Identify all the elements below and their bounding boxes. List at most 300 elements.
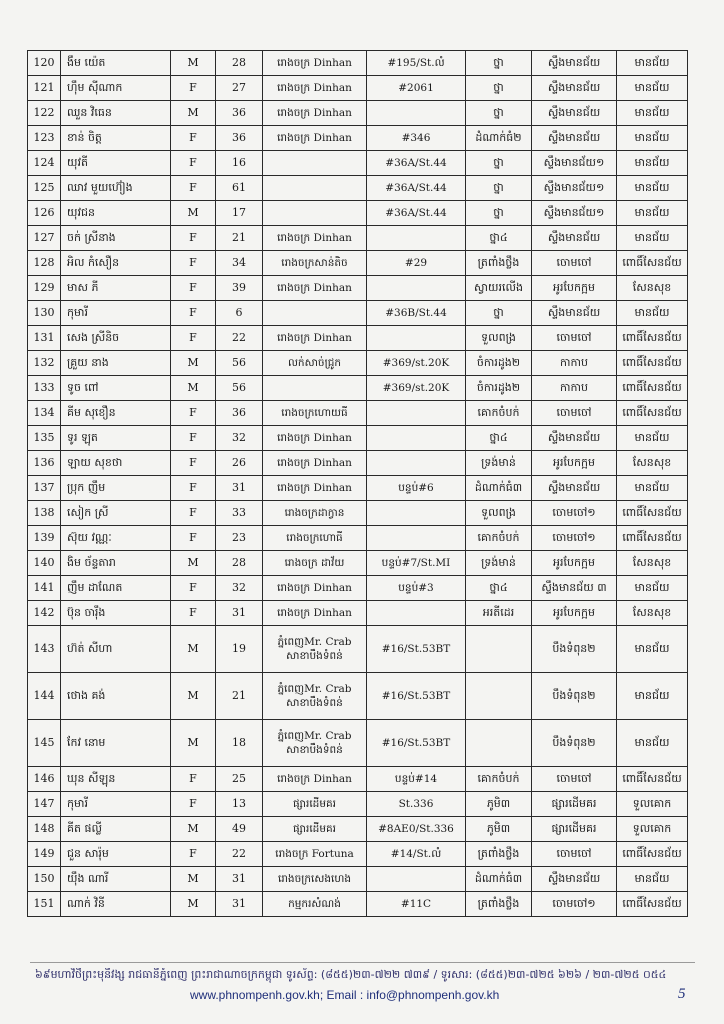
cell-village: ត្រពាំងថ្លឹង bbox=[466, 251, 532, 276]
cell-commune: បឹងទំពុន២ bbox=[532, 720, 617, 767]
cell-district: មានជ័យ bbox=[617, 673, 688, 720]
cell-workplace: រោងចក្រ Fortuna bbox=[263, 842, 367, 867]
cell-name: យុវតី bbox=[61, 151, 171, 176]
cell-district: ពោធិ៍សែនជ័យ bbox=[617, 526, 688, 551]
cell-number: 138 bbox=[28, 501, 61, 526]
cell-number: 137 bbox=[28, 476, 61, 501]
cell-district: មានជ័យ bbox=[617, 151, 688, 176]
cell-workplace: រោងចក្រ Dinhan bbox=[263, 601, 367, 626]
cell-commune: ស្ទឹងមានជ័យ bbox=[532, 76, 617, 101]
cell-sex: F bbox=[171, 451, 216, 476]
cell-house-number: St.336 bbox=[367, 792, 466, 817]
cell-sex: F bbox=[171, 226, 216, 251]
table-row bbox=[28, 376, 688, 401]
cell-district: មានជ័យ bbox=[617, 51, 688, 76]
cell-age: 13 bbox=[216, 792, 263, 817]
cell-name: កែវ នោម bbox=[61, 720, 171, 767]
table-row bbox=[28, 201, 688, 226]
cell-age: 56 bbox=[216, 351, 263, 376]
table-row bbox=[28, 276, 688, 301]
cell-workplace: រោងចក្រ Dinhan bbox=[263, 767, 367, 792]
cell-sex: F bbox=[171, 576, 216, 601]
cell-name: គីម សុខឿន bbox=[61, 401, 171, 426]
cell-house-number: #369/st.20K bbox=[367, 376, 466, 401]
cell-name: ហ៊ត់ សីហា bbox=[61, 626, 171, 673]
cell-commune: កាកាប bbox=[532, 376, 617, 401]
cell-workplace: រោងចក្រសេងហេង bbox=[263, 867, 367, 892]
cell-sex: M bbox=[171, 51, 216, 76]
cell-name: ញឹម ដាណែត bbox=[61, 576, 171, 601]
table-row bbox=[28, 451, 688, 476]
cell-district: មានជ័យ bbox=[617, 226, 688, 251]
cell-age: 16 bbox=[216, 151, 263, 176]
cell-number: 148 bbox=[28, 817, 61, 842]
cell-village: គោកចំបក់ bbox=[466, 526, 532, 551]
table-row bbox=[28, 126, 688, 151]
cell-commune: ផ្សារដើមគរ bbox=[532, 792, 617, 817]
cell-age: 49 bbox=[216, 817, 263, 842]
cell-number: 142 bbox=[28, 601, 61, 626]
cell-workplace bbox=[263, 151, 367, 176]
cell-house-number: #36A/St.44 bbox=[367, 151, 466, 176]
cell-name: ណាក់ វិនី bbox=[61, 892, 171, 917]
cell-district: សែនសុខ bbox=[617, 551, 688, 576]
table-row bbox=[28, 601, 688, 626]
cell-workplace: រោងចក្រ Dinhan bbox=[263, 476, 367, 501]
cell-commune: អូរបែកក្អម bbox=[532, 551, 617, 576]
cell-number: 143 bbox=[28, 626, 61, 673]
cell-house-number: #195/St.លំ bbox=[367, 51, 466, 76]
cell-number: 151 bbox=[28, 892, 61, 917]
cell-name: ស៊ុយ វណ្ណៈ bbox=[61, 526, 171, 551]
cell-name: អិល កំសឿន bbox=[61, 251, 171, 276]
cell-commune: ស្ទឹងមានជ័យ bbox=[532, 226, 617, 251]
cell-village: ទ្រង់មាន់ bbox=[466, 451, 532, 476]
cell-name: ឈួន វិធេន bbox=[61, 101, 171, 126]
cell-age: 36 bbox=[216, 401, 263, 426]
cell-age: 61 bbox=[216, 176, 263, 201]
cell-name: យុវជន bbox=[61, 201, 171, 226]
cell-district: ពោធិ៍សែនជ័យ bbox=[617, 892, 688, 917]
cell-number: 130 bbox=[28, 301, 61, 326]
cell-commune: ស្ទឹងមានជ័យ bbox=[532, 426, 617, 451]
cell-workplace: រោងចក្រ Dinhan bbox=[263, 276, 367, 301]
cell-village: ដំណាក់ធំ៣ bbox=[466, 867, 532, 892]
cell-house-number bbox=[367, 451, 466, 476]
cell-age: 28 bbox=[216, 551, 263, 576]
cell-workplace: រោងចក្រ Dinhan bbox=[263, 426, 367, 451]
cell-village: ត្រពាំងថ្លឹង bbox=[466, 842, 532, 867]
cell-number: 131 bbox=[28, 326, 61, 351]
records-table bbox=[27, 50, 688, 917]
table-row bbox=[28, 792, 688, 817]
cell-number: 120 bbox=[28, 51, 61, 76]
cell-commune: អូរបែកក្អម bbox=[532, 601, 617, 626]
cell-number: 125 bbox=[28, 176, 61, 201]
cell-district: ពោធិ៍សែនជ័យ bbox=[617, 326, 688, 351]
cell-workplace: រោងចក្រហោយធី bbox=[263, 401, 367, 426]
cell-village: ថ្នា៤ bbox=[466, 576, 532, 601]
cell-number: 136 bbox=[28, 451, 61, 476]
cell-village bbox=[466, 626, 532, 673]
cell-age: 25 bbox=[216, 767, 263, 792]
cell-village: ភូមិ៣ bbox=[466, 792, 532, 817]
cell-village: ទួលពង្រ bbox=[466, 326, 532, 351]
table-row bbox=[28, 251, 688, 276]
cell-workplace bbox=[263, 376, 367, 401]
cell-house-number bbox=[367, 226, 466, 251]
cell-house-number: #2061 bbox=[367, 76, 466, 101]
cell-number: 129 bbox=[28, 276, 61, 301]
cell-workplace bbox=[263, 301, 367, 326]
cell-number: 140 bbox=[28, 551, 61, 576]
cell-sex: F bbox=[171, 251, 216, 276]
cell-age: 23 bbox=[216, 526, 263, 551]
cell-sex: F bbox=[171, 126, 216, 151]
cell-district: មានជ័យ bbox=[617, 626, 688, 673]
footer-address: ៦៩មហាវិថីព្រះមុនីវង្ស រាជធានីភ្នំពេញ ព្រះរាជាណាចក្រកម្ពុជា ទូរស័ព្ទ: (៨៥៥)២៣-៧២២ ៧៣៩ / ទូរសារ: (៨៥៥)២៣-៧២៥ ៦២៦ / ២៣-៧២៥ ០៥៤ bbox=[35, 968, 667, 981]
cell-sex: F bbox=[171, 601, 216, 626]
cell-commune: ចោមចៅ១ bbox=[532, 892, 617, 917]
cell-sex: F bbox=[171, 767, 216, 792]
cell-house-number: បន្ទប់#7/St.MI bbox=[367, 551, 466, 576]
cell-district: មានជ័យ bbox=[617, 576, 688, 601]
cell-village: គោកចំបក់ bbox=[466, 767, 532, 792]
cell-sex: M bbox=[171, 351, 216, 376]
cell-sex: F bbox=[171, 792, 216, 817]
cell-house-number bbox=[367, 601, 466, 626]
cell-house-number: #16/St.53BT bbox=[367, 673, 466, 720]
cell-district: ពោធិ៍សែនជ័យ bbox=[617, 251, 688, 276]
table-row bbox=[28, 476, 688, 501]
cell-sex: F bbox=[171, 526, 216, 551]
cell-district: ពោធិ៍សែនជ័យ bbox=[617, 501, 688, 526]
cell-name: គីត ផល្លី bbox=[61, 817, 171, 842]
cell-village: ថ្នា bbox=[466, 301, 532, 326]
table-row bbox=[28, 526, 688, 551]
cell-number: 144 bbox=[28, 673, 61, 720]
cell-commune: ចោមចៅ១ bbox=[532, 501, 617, 526]
cell-village: ទ្រង់មាន់ bbox=[466, 551, 532, 576]
cell-age: 36 bbox=[216, 101, 263, 126]
cell-district: ពោធិ៍សែនជ័យ bbox=[617, 401, 688, 426]
cell-age: 19 bbox=[216, 626, 263, 673]
cell-name: ជួន សារ៉ុម bbox=[61, 842, 171, 867]
table-row bbox=[28, 673, 688, 720]
cell-workplace: ភ្នំពេញMr. Crab សាខាបឹងទំពន់ bbox=[263, 626, 367, 673]
cell-age: 28 bbox=[216, 51, 263, 76]
cell-name: ងឹម យ៉េត bbox=[61, 51, 171, 76]
cell-house-number: បន្ទប់#3 bbox=[367, 576, 466, 601]
cell-house-number: #36A/St.44 bbox=[367, 176, 466, 201]
cell-village: អរតីដេរ bbox=[466, 601, 532, 626]
cell-commune: ស្ទឹងមានជ័យ១ bbox=[532, 176, 617, 201]
cell-workplace: រោងចក្រ ដាវ័យ bbox=[263, 551, 367, 576]
cell-district: មានជ័យ bbox=[617, 301, 688, 326]
cell-commune: ស្ទឹងមានជ័យ bbox=[532, 101, 617, 126]
cell-district: មានជ័យ bbox=[617, 76, 688, 101]
cell-village: ថ្នា bbox=[466, 101, 532, 126]
cell-age: 34 bbox=[216, 251, 263, 276]
cell-name: ថោង គង់ bbox=[61, 673, 171, 720]
cell-house-number: #14/St.លំ bbox=[367, 842, 466, 867]
table-row bbox=[28, 767, 688, 792]
cell-age: 31 bbox=[216, 601, 263, 626]
cell-house-number: #36A/St.44 bbox=[367, 201, 466, 226]
cell-age: 36 bbox=[216, 126, 263, 151]
cell-house-number bbox=[367, 401, 466, 426]
cell-workplace: ភ្នំពេញMr. Crab សាខាបឹងទំពន់ bbox=[263, 673, 367, 720]
cell-village: ដំណាក់ធំ២ bbox=[466, 126, 532, 151]
cell-commune: ផ្សារដើមគរ bbox=[532, 817, 617, 842]
cell-house-number: បន្ទប់#14 bbox=[367, 767, 466, 792]
cell-name: កុមារី bbox=[61, 792, 171, 817]
cell-house-number: បន្ទប់#6 bbox=[367, 476, 466, 501]
cell-age: 26 bbox=[216, 451, 263, 476]
cell-number: 127 bbox=[28, 226, 61, 251]
cell-sex: M bbox=[171, 626, 216, 673]
cell-village: គោកចំបក់ bbox=[466, 401, 532, 426]
cell-sex: M bbox=[171, 817, 216, 842]
cell-workplace: រោងចក្រ Dinhan bbox=[263, 126, 367, 151]
cell-age: 18 bbox=[216, 720, 263, 767]
cell-name: ខាន់ ចិត្ត bbox=[61, 126, 171, 151]
table-row bbox=[28, 151, 688, 176]
cell-district: សែនសុខ bbox=[617, 601, 688, 626]
cell-sex: M bbox=[171, 376, 216, 401]
cell-name: ទូរ ឡុត bbox=[61, 426, 171, 451]
table-row bbox=[28, 301, 688, 326]
cell-sex: M bbox=[171, 673, 216, 720]
cell-village: ថ្នា bbox=[466, 201, 532, 226]
cell-sex: M bbox=[171, 201, 216, 226]
cell-district: មានជ័យ bbox=[617, 126, 688, 151]
footer-divider bbox=[30, 962, 695, 963]
cell-workplace: ផ្សារដើមគរ bbox=[263, 817, 367, 842]
cell-commune: អូរបែកក្អម bbox=[532, 276, 617, 301]
cell-age: 39 bbox=[216, 276, 263, 301]
cell-sex: F bbox=[171, 501, 216, 526]
cell-sex: F bbox=[171, 476, 216, 501]
cell-workplace: រោងចក្រហោធី bbox=[263, 526, 367, 551]
table-row bbox=[28, 817, 688, 842]
cell-name: មាស ភី bbox=[61, 276, 171, 301]
cell-workplace: កម្មករសំណង់ bbox=[263, 892, 367, 917]
table-body bbox=[28, 51, 688, 917]
cell-district: មានជ័យ bbox=[617, 867, 688, 892]
cell-age: 22 bbox=[216, 326, 263, 351]
cell-name: ប្រុក ញឹម bbox=[61, 476, 171, 501]
cell-sex: M bbox=[171, 551, 216, 576]
table-row bbox=[28, 351, 688, 376]
table-row bbox=[28, 626, 688, 673]
cell-house-number bbox=[367, 501, 466, 526]
cell-number: 135 bbox=[28, 426, 61, 451]
cell-age: 33 bbox=[216, 501, 263, 526]
cell-sex: F bbox=[171, 426, 216, 451]
cell-name: ហ៊ឹម ស៊ីណាក bbox=[61, 76, 171, 101]
cell-district: មានជ័យ bbox=[617, 476, 688, 501]
cell-village: ថ្នា bbox=[466, 151, 532, 176]
cell-sex: F bbox=[171, 76, 216, 101]
cell-commune: ស្ទឹងមានជ័យ ៣ bbox=[532, 576, 617, 601]
table-row bbox=[28, 576, 688, 601]
cell-district: មានជ័យ bbox=[617, 201, 688, 226]
cell-workplace: រោងចក្រ Dinhan bbox=[263, 51, 367, 76]
cell-house-number: #346 bbox=[367, 126, 466, 151]
table-row bbox=[28, 51, 688, 76]
cell-district: ទួលគោក bbox=[617, 817, 688, 842]
cell-age: 17 bbox=[216, 201, 263, 226]
cell-sex: F bbox=[171, 401, 216, 426]
cell-age: 31 bbox=[216, 476, 263, 501]
cell-workplace: រោងចក្រ Dinhan bbox=[263, 451, 367, 476]
cell-house-number: #11C bbox=[367, 892, 466, 917]
cell-village: ថ្នា bbox=[466, 76, 532, 101]
cell-house-number bbox=[367, 526, 466, 551]
cell-age: 31 bbox=[216, 892, 263, 917]
cell-name: គ្រួយ នាង bbox=[61, 351, 171, 376]
table-row bbox=[28, 892, 688, 917]
cell-sex: F bbox=[171, 276, 216, 301]
cell-number: 139 bbox=[28, 526, 61, 551]
cell-village: ចំការដូង២ bbox=[466, 376, 532, 401]
cell-number: 147 bbox=[28, 792, 61, 817]
cell-commune: ចោមចៅ bbox=[532, 767, 617, 792]
cell-sex: M bbox=[171, 867, 216, 892]
cell-district: សែនសុខ bbox=[617, 276, 688, 301]
cell-house-number: #369/st.20K bbox=[367, 351, 466, 376]
cell-number: 141 bbox=[28, 576, 61, 601]
cell-number: 124 bbox=[28, 151, 61, 176]
cell-sex: M bbox=[171, 101, 216, 126]
cell-workplace: ភ្នំពេញMr. Crab សាខាបឹងទំពន់ bbox=[263, 720, 367, 767]
table-row bbox=[28, 426, 688, 451]
cell-number: 149 bbox=[28, 842, 61, 867]
cell-house-number bbox=[367, 101, 466, 126]
cell-name: ឃុន សីឡុន bbox=[61, 767, 171, 792]
table-row bbox=[28, 501, 688, 526]
cell-workplace: រោងចក្រ Dinhan bbox=[263, 226, 367, 251]
cell-commune: កាកាប bbox=[532, 351, 617, 376]
cell-number: 122 bbox=[28, 101, 61, 126]
cell-village: ដំណាក់ធំ៣ bbox=[466, 476, 532, 501]
cell-house-number bbox=[367, 326, 466, 351]
cell-name: ទូច ពៅ bbox=[61, 376, 171, 401]
cell-number: 150 bbox=[28, 867, 61, 892]
cell-age: 21 bbox=[216, 673, 263, 720]
table-row bbox=[28, 720, 688, 767]
cell-district: សែនសុខ bbox=[617, 451, 688, 476]
cell-district: មានជ័យ bbox=[617, 176, 688, 201]
cell-workplace: រោងចក្រសាន់តិច bbox=[263, 251, 367, 276]
cell-sex: F bbox=[171, 151, 216, 176]
cell-village bbox=[466, 720, 532, 767]
cell-number: 126 bbox=[28, 201, 61, 226]
cell-commune: ចោមចៅ bbox=[532, 401, 617, 426]
cell-age: 32 bbox=[216, 426, 263, 451]
cell-house-number bbox=[367, 426, 466, 451]
table-row bbox=[28, 101, 688, 126]
table-row bbox=[28, 226, 688, 251]
cell-commune: ស្ទឹងមានជ័យ១ bbox=[532, 201, 617, 226]
cell-commune: ស្ទឹងមានជ័យ១ bbox=[532, 151, 617, 176]
cell-sex: M bbox=[171, 720, 216, 767]
cell-house-number: #29 bbox=[367, 251, 466, 276]
cell-commune: ចោមចៅ១ bbox=[532, 526, 617, 551]
cell-village: ថ្នា៤ bbox=[466, 226, 532, 251]
cell-house-number: #16/St.53BT bbox=[367, 626, 466, 673]
cell-name: ឈាវ មួយហ៊ៀង bbox=[61, 176, 171, 201]
cell-village bbox=[466, 673, 532, 720]
cell-workplace: លក់សាច់ជ្រូក bbox=[263, 351, 367, 376]
footer-contact: www.phnompenh.gov.kh; Email : info@phnompenh.gov.kh bbox=[190, 988, 500, 1002]
cell-name: ងិម ច័ន្ទតារា bbox=[61, 551, 171, 576]
cell-workplace: រោងចក្រ Dinhan bbox=[263, 326, 367, 351]
cell-commune: ស្ទឹងមានជ័យ bbox=[532, 301, 617, 326]
cell-commune: ស្ទឹងមានជ័យ bbox=[532, 867, 617, 892]
cell-house-number: #16/St.53BT bbox=[367, 720, 466, 767]
table-row bbox=[28, 842, 688, 867]
cell-number: 121 bbox=[28, 76, 61, 101]
cell-district: ពោធិ៍សែនជ័យ bbox=[617, 767, 688, 792]
cell-commune: ស្ទឹងមានជ័យ bbox=[532, 51, 617, 76]
cell-number: 132 bbox=[28, 351, 61, 376]
cell-sex: M bbox=[171, 892, 216, 917]
cell-name: កុមារី bbox=[61, 301, 171, 326]
cell-sex: F bbox=[171, 842, 216, 867]
cell-workplace bbox=[263, 176, 367, 201]
cell-age: 31 bbox=[216, 867, 263, 892]
table-row bbox=[28, 326, 688, 351]
cell-name: ប៊ុន ចារ៉ឹង bbox=[61, 601, 171, 626]
cell-village: ថ្នា bbox=[466, 176, 532, 201]
cell-age: 56 bbox=[216, 376, 263, 401]
cell-village: ថ្នា bbox=[466, 51, 532, 76]
cell-workplace: រោងចក្រ Dinhan bbox=[263, 76, 367, 101]
cell-name: សេង ស្រីនិច bbox=[61, 326, 171, 351]
cell-age: 6 bbox=[216, 301, 263, 326]
table-row bbox=[28, 76, 688, 101]
cell-village: ចំការដូង២ bbox=[466, 351, 532, 376]
cell-house-number bbox=[367, 867, 466, 892]
cell-number: 134 bbox=[28, 401, 61, 426]
cell-name: យ៉ឹង ណារី bbox=[61, 867, 171, 892]
cell-commune: ស្ទឹងមានជ័យ bbox=[532, 126, 617, 151]
cell-village: ត្រពាំងថ្លឹង bbox=[466, 892, 532, 917]
cell-age: 27 bbox=[216, 76, 263, 101]
cell-village: ភូមិ៣ bbox=[466, 817, 532, 842]
cell-house-number: #8AE0/St.336 bbox=[367, 817, 466, 842]
cell-district: មានជ័យ bbox=[617, 101, 688, 126]
cell-house-number bbox=[367, 276, 466, 301]
cell-number: 146 bbox=[28, 767, 61, 792]
cell-sex: F bbox=[171, 301, 216, 326]
cell-commune: ចោមចៅ bbox=[532, 251, 617, 276]
table-row bbox=[28, 401, 688, 426]
cell-number: 145 bbox=[28, 720, 61, 767]
cell-age: 22 bbox=[216, 842, 263, 867]
cell-house-number: #36B/St.44 bbox=[367, 301, 466, 326]
cell-district: ទួលគោក bbox=[617, 792, 688, 817]
cell-sex: F bbox=[171, 326, 216, 351]
cell-commune: បឹងទំពុន២ bbox=[532, 626, 617, 673]
cell-commune: ចោមចៅ bbox=[532, 842, 617, 867]
cell-name: ចក់ ស្រីនាង bbox=[61, 226, 171, 251]
cell-district: ពោធិ៍សែនជ័យ bbox=[617, 376, 688, 401]
cell-workplace: ផ្សារដើមគរ bbox=[263, 792, 367, 817]
cell-district: ពោធិ៍សែនជ័យ bbox=[617, 842, 688, 867]
